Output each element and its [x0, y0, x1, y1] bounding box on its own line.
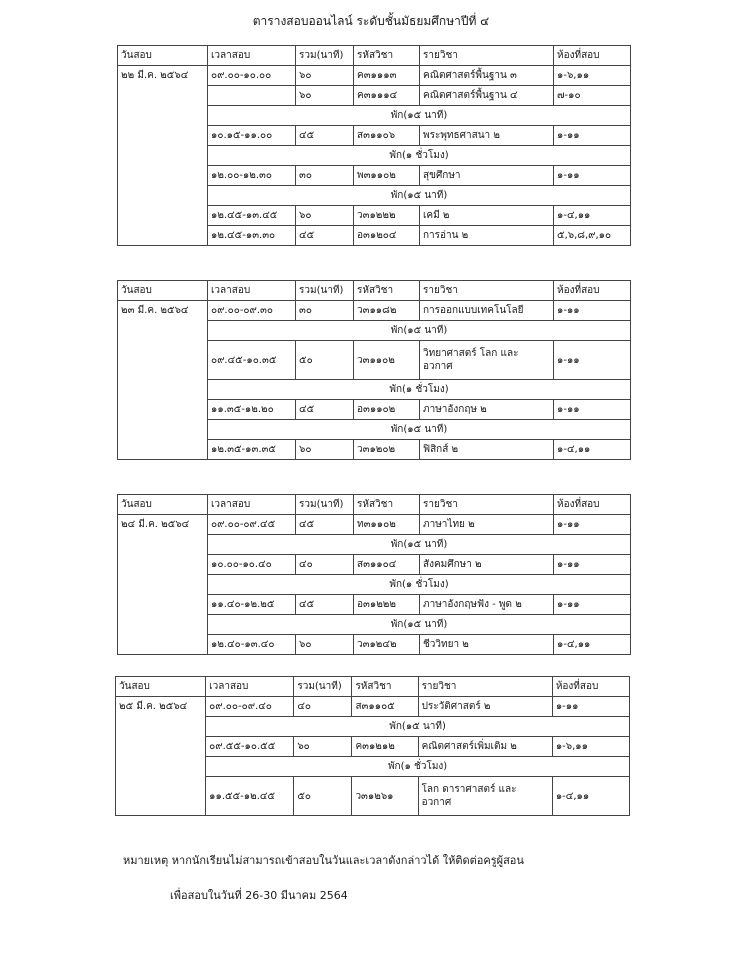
subject-name: สังคมศึกษา ๒: [420, 555, 554, 575]
subject-code: ว๓๑๒๒๒: [354, 206, 420, 226]
subject-code: ส๓๑๑๐๔: [354, 555, 420, 575]
exam-date: ๒๒ มี.ค. ๒๕๖๔: [118, 66, 208, 246]
exam-date: ๒๓ มี.ค. ๒๕๖๔: [118, 301, 208, 460]
exam-rooms: ๑-๔,๑๑: [554, 440, 631, 460]
column-header: วันสอบ: [118, 495, 208, 515]
subject-name: ภาษาอังกฤษ ๒: [420, 400, 554, 420]
subject-code: ว๓๑๒๔๒: [354, 635, 420, 655]
break-label: พัก(๑๕ นาที): [208, 420, 631, 440]
break-label: พัก(๑๕ นาที): [206, 717, 630, 737]
column-header: เวลาสอบ: [208, 495, 296, 515]
exam-time: ๐๙.๐๐-๑๐.๐๐: [208, 66, 296, 86]
exam-rooms: ๑-๔,๑๑: [554, 635, 631, 655]
exam-rooms: ๑-๑๑: [554, 555, 631, 575]
exam-duration: ๔๐: [294, 697, 352, 717]
page-title: ตารางสอบออนไลน์ ระดับชั้นมัธยมศึกษาปีที่ ๔: [252, 14, 490, 28]
column-header: ห้องที่สอบ: [554, 46, 631, 66]
exam-duration: ๖๐: [296, 206, 354, 226]
table-row: [118, 301, 631, 321]
exam-duration: ๕๐: [294, 777, 352, 816]
exam-time: ๑๒.๔๕-๑๓.๔๕: [208, 206, 296, 226]
break-label: พัก(๑ ชั่วโมง): [208, 146, 631, 166]
subject-name: คณิตศาสตร์พื้นฐาน ๓: [420, 66, 554, 86]
exam-rooms: ๑-๑๑: [554, 126, 631, 146]
subject-name: ฟิสิกส์ ๒: [420, 440, 554, 460]
subject-name: การอ่าน ๒: [420, 226, 554, 246]
exam-time: ๐๙.๐๐-๐๙.๔๐: [206, 697, 294, 717]
column-header: รหัสวิชา: [352, 677, 418, 697]
exam-duration: ๔๕: [296, 515, 354, 535]
exam-time: ๐๙.๐๐-๐๙.๔๕: [208, 515, 296, 535]
exam-time: ๑๒.๐๐-๑๒.๓๐: [208, 166, 296, 186]
exam-rooms: ๑-๖,๑๑: [554, 66, 631, 86]
table-header-row: [118, 46, 631, 66]
subject-code: ค๓๑๑๑๓: [354, 66, 420, 86]
exam-time: ๐๙.๐๐-๐๙.๓๐: [208, 301, 296, 321]
exam-duration: ๖๐: [294, 737, 352, 757]
exam-rooms: ๑-๑๑: [554, 301, 631, 321]
exam-duration: ๓๐: [296, 301, 354, 321]
column-header: รายวิชา: [420, 281, 554, 301]
table-row: [118, 66, 631, 86]
note-text: หมายเหตุ หากนักเรียนไม่สามารถเข้าสอบในวันและเวลาดังกล่าวได้ ให้ติดต่อครูผู้สอน: [123, 854, 524, 867]
exam-time: ๑๒.๔๕-๑๓.๓๐: [208, 226, 296, 246]
table-header-row: [118, 495, 631, 515]
exam-duration: ๔๕: [296, 126, 354, 146]
column-header: ห้องที่สอบ: [552, 677, 629, 697]
column-header: รายวิชา: [420, 46, 554, 66]
exam-duration: ๔๕: [296, 226, 354, 246]
subject-name: ประวัติศาสตร์ ๒: [418, 697, 552, 717]
exam-table-day-1: [117, 45, 631, 246]
break-label: พัก(๑๕ นาที): [208, 321, 631, 341]
break-label: พัก(๑๕ นาที): [208, 106, 631, 126]
subject-code: ท๓๑๑๐๒: [354, 515, 420, 535]
subject-name: ภาษาอังกฤษฟัง - พูด ๒: [420, 595, 554, 615]
column-header: รหัสวิชา: [354, 495, 420, 515]
subject-code: อ๓๑๒๒๒: [354, 595, 420, 615]
subject-name: คณิตศาสตร์พื้นฐาน ๔: [420, 86, 554, 106]
exam-rooms: ๑-๔,๑๑: [552, 777, 629, 816]
column-header: รวม(นาที): [294, 677, 352, 697]
exam-duration: ๖๐: [296, 66, 354, 86]
subject-name: สุขศึกษา: [420, 166, 554, 186]
subject-code: พ๓๑๑๐๒: [354, 166, 420, 186]
exam-duration: ๔๐: [296, 555, 354, 575]
exam-time: ๐๙.๔๕-๑๐.๓๕: [208, 341, 296, 380]
break-label: พัก(๑๕ นาที): [208, 186, 631, 206]
subject-name: ชีววิทยา ๒: [420, 635, 554, 655]
exam-rooms: ๑-๑๑: [554, 341, 631, 380]
exam-rooms: ๑-๑๑: [554, 400, 631, 420]
exam-date: ๒๕ มี.ค. ๒๕๖๔: [116, 697, 206, 816]
exam-rooms: ๑-๑๑: [554, 515, 631, 535]
exam-rooms: ๑-๖,๑๑: [552, 737, 629, 757]
exam-duration: ๔๕: [296, 400, 354, 420]
column-header: รวม(นาที): [296, 46, 354, 66]
column-header: เวลาสอบ: [208, 281, 296, 301]
table-row: [116, 697, 630, 717]
subject-code: ส๓๑๑๐๕: [352, 697, 418, 717]
column-header: ห้องที่สอบ: [554, 281, 631, 301]
column-header: วันสอบ: [116, 677, 206, 697]
exam-duration: ๔๕: [296, 595, 354, 615]
exam-time: ๑๑.๔๐-๑๒.๒๕: [208, 595, 296, 615]
exam-table-day-2: [117, 280, 631, 460]
column-header: เวลาสอบ: [208, 46, 296, 66]
subject-code: ส๓๑๑๐๖: [354, 126, 420, 146]
table-row: [118, 515, 631, 535]
exam-rooms: ๑-๑๑: [552, 697, 629, 717]
subject-code: ค๓๑๑๑๔: [354, 86, 420, 106]
subject-code: ค๓๑๒๑๒: [352, 737, 418, 757]
table-header-row: [118, 281, 631, 301]
table-header-row: [116, 677, 630, 697]
subject-code: อ๓๑๑๐๒: [354, 400, 420, 420]
subject-name: คณิตศาสตร์เพิ่มเติม ๒: [418, 737, 552, 757]
subject-code: ว๓๑๑๘๒: [354, 301, 420, 321]
exam-table-day-4: [115, 676, 630, 816]
exam-rooms: ๑-๑๑: [554, 166, 631, 186]
break-label: พัก(๑ ชั่วโมง): [208, 380, 631, 400]
exam-rooms: ๑-๑๑: [554, 595, 631, 615]
exam-table-day-3: [117, 494, 631, 655]
exam-time: ๑๑.๕๕-๑๒.๔๕: [206, 777, 294, 816]
break-label: พัก(๑ ชั่วโมง): [208, 575, 631, 595]
subject-code: อ๓๑๒๐๔: [354, 226, 420, 246]
subject-name: พระพุทธศาสนา ๒: [420, 126, 554, 146]
exam-duration: ๖๐: [296, 86, 354, 106]
exam-time: ๑๒.๓๕-๑๓.๓๕: [208, 440, 296, 460]
subject-name: การออกแบบเทคโนโลยี: [420, 301, 554, 321]
exam-rooms: ๕,๖,๘,๙,๑๐: [554, 226, 631, 246]
exam-time: ๑๐.๐๐-๑๐.๔๐: [208, 555, 296, 575]
exam-date: ๒๔ มี.ค. ๒๕๖๔: [118, 515, 208, 655]
subject-name: ภาษาไทย ๒: [420, 515, 554, 535]
exam-time: [208, 86, 296, 106]
column-header: รวม(นาที): [296, 495, 354, 515]
subject-name: เคมี ๒: [420, 206, 554, 226]
exam-time: ๐๙.๕๕-๑๐.๕๕: [206, 737, 294, 757]
break-label: พัก(๑๕ นาที): [208, 535, 631, 555]
exam-time: ๑๑.๓๕-๑๒.๒๐: [208, 400, 296, 420]
column-header: ห้องที่สอบ: [554, 495, 631, 515]
subject-code: ว๓๑๑๐๒: [354, 341, 420, 380]
subject-code: ว๓๑๒๖๑: [352, 777, 418, 816]
column-header: รายวิชา: [418, 677, 552, 697]
exam-duration: ๖๐: [296, 635, 354, 655]
column-header: รายวิชา: [420, 495, 554, 515]
exam-duration: ๓๐: [296, 166, 354, 186]
exam-time: ๑๒.๔๐-๑๓.๔๐: [208, 635, 296, 655]
exam-duration: ๕๐: [296, 341, 354, 380]
column-header: วันสอบ: [118, 281, 208, 301]
subject-code: ว๓๑๒๐๒: [354, 440, 420, 460]
column-header: วันสอบ: [118, 46, 208, 66]
subject-name: โลก ดาราศาสตร์ และ อวกาศ: [418, 777, 552, 816]
column-header: รหัสวิชา: [354, 281, 420, 301]
column-header: รหัสวิชา: [354, 46, 420, 66]
note-date-text: เพื่อสอบในวันที่ 26-30 มีนาคม 2564: [170, 889, 348, 902]
subject-name: วิทยาศาสตร์ โลก และ อวกาศ: [420, 341, 554, 380]
break-label: พัก(๑ ชั่วโมง): [206, 757, 630, 777]
column-header: เวลาสอบ: [206, 677, 294, 697]
exam-rooms: ๑-๔,๑๑: [554, 206, 631, 226]
exam-time: ๑๐.๑๕-๑๑.๐๐: [208, 126, 296, 146]
column-header: รวม(นาที): [296, 281, 354, 301]
exam-rooms: ๗-๑๐: [554, 86, 631, 106]
break-label: พัก(๑๕ นาที): [208, 615, 631, 635]
exam-duration: ๖๐: [296, 440, 354, 460]
